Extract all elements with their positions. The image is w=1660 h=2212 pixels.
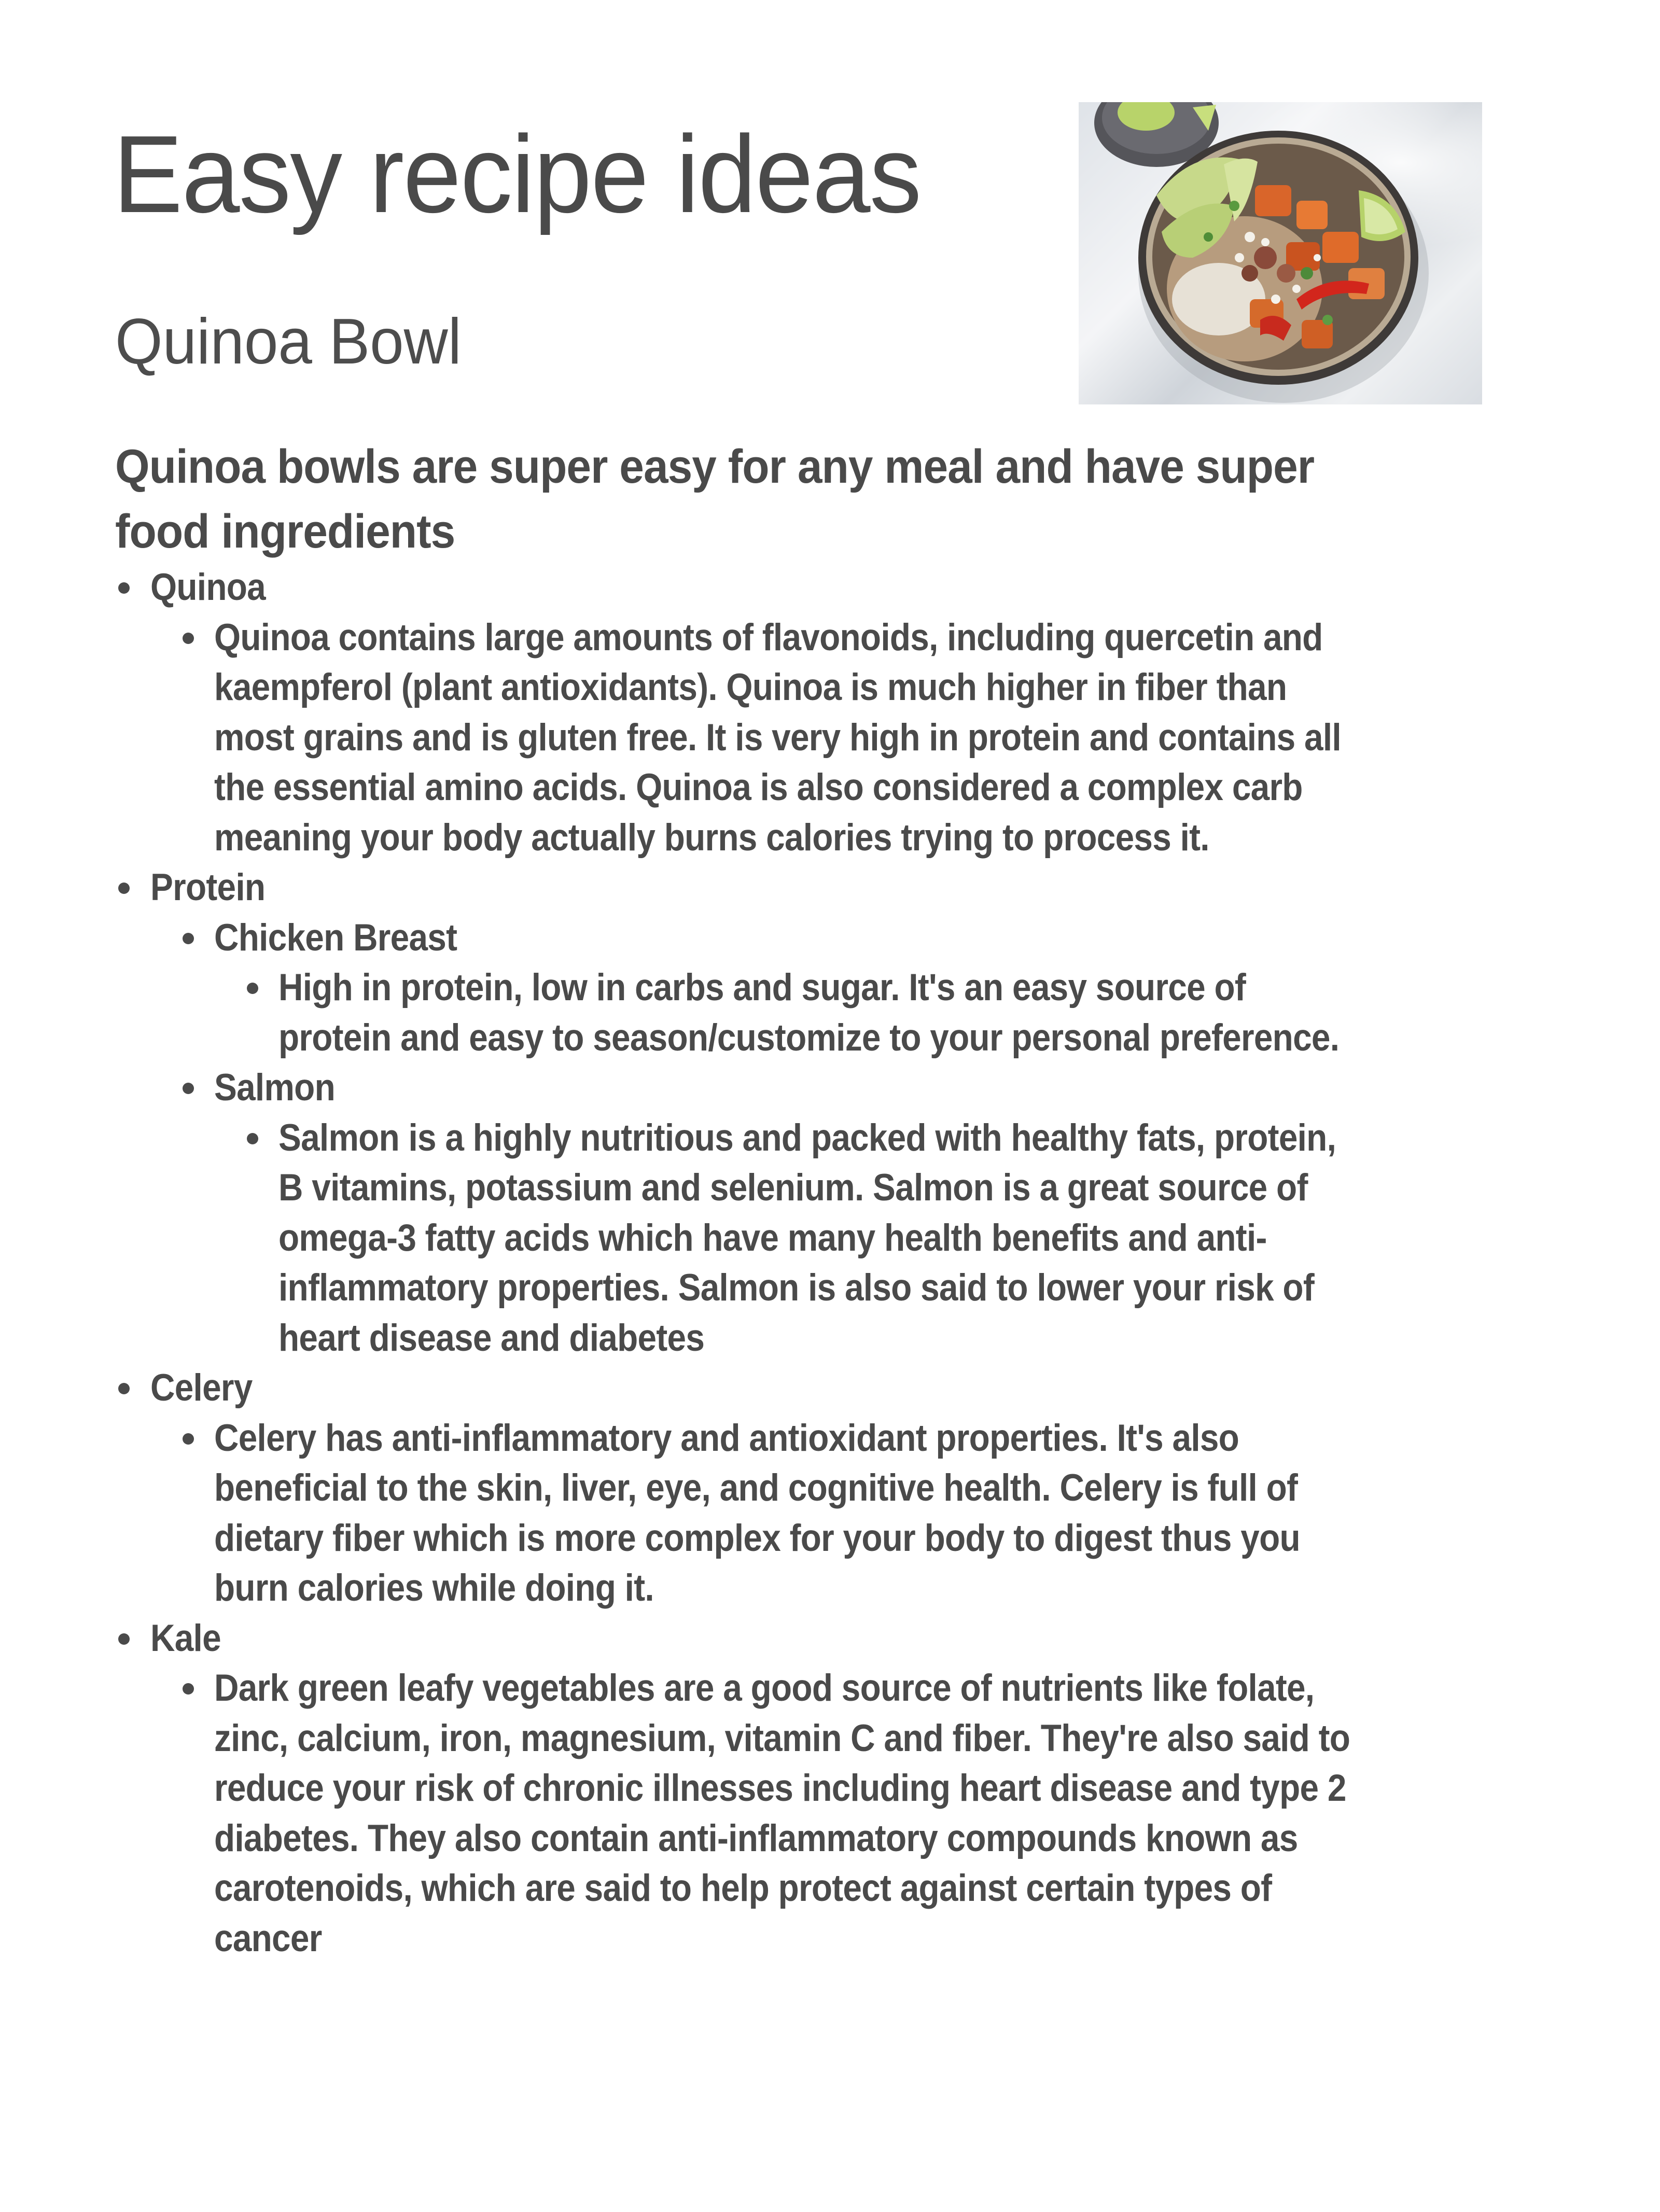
bullet-icon bbox=[183, 1683, 194, 1695]
bullet-icon bbox=[183, 633, 194, 644]
bullet-icon bbox=[247, 1133, 258, 1144]
outline-item-text: High in protein, low in carbs and sugar. It's an easy source of protein and easy to season/customize to your personal preference. bbox=[278, 967, 1340, 1059]
outline-item-ingredient bbox=[0, 563, 1499, 613]
outline-item-text: Kale bbox=[150, 1617, 221, 1659]
recipe-subtitle: Quinoa Bowl bbox=[115, 306, 462, 377]
bullet-icon bbox=[247, 983, 258, 994]
outline-item-detail bbox=[0, 913, 1542, 963]
outline-item-ingredient bbox=[0, 1363, 1499, 1413]
page-title: Easy recipe ideas bbox=[113, 113, 921, 235]
bullet-icon bbox=[183, 1433, 194, 1445]
bullet-icon bbox=[118, 1633, 130, 1645]
outline-item-ingredient bbox=[0, 1614, 1499, 1664]
outline-item-text: Chicken Breast bbox=[214, 916, 457, 959]
bullet-icon bbox=[118, 883, 130, 894]
outline-item-text: Celery bbox=[150, 1367, 253, 1409]
outline-item-text: Quinoa contains large amounts of flavonoids, including quercetin and kaempferol (plant antioxidants). Quinoa is much higher in fiber than most grains and is gluten free. It is very high in protein and contains all the essential amino acids. Quinoa is also considered a complex carb meaning your body actually burns calories trying to process it. bbox=[214, 616, 1341, 859]
outline-item-text: Salmon is a highly nutritious and packed with healthy fats, protein, B vitamins, potassium and selenium. Salmon is a great source of omega-3 fatty acids which have many health benefits and anti- inflammatory properties. Salmon is also said to lower your risk of heart disease and diabetes bbox=[278, 1116, 1336, 1359]
outline-item-text: Dark green leafy vegetables are a good source of nutrients like folate, zinc, calcium, iron, magnesium, vitamin C and fiber. They're also said to reduce your risk of chronic illnesses including heart disease and type 2 diabetes. They also contain anti-inflammatory compounds known as carotenoids, which are said to help protect against certain types of cancer bbox=[214, 1667, 1350, 1959]
ingredient-outline bbox=[0, 563, 1660, 1964]
quinoa-bowl-photo bbox=[1079, 102, 1482, 404]
outline-item-detail bbox=[0, 1663, 1542, 1964]
outline-item-text: Protein bbox=[150, 866, 266, 908]
bullet-icon bbox=[118, 582, 130, 594]
bowl-illustration-icon bbox=[1079, 102, 1482, 404]
outline-item-detail bbox=[0, 1063, 1542, 1113]
outline-item-sub-detail bbox=[0, 1113, 1544, 1364]
bullet-icon bbox=[118, 1383, 130, 1394]
outline-item-sub-detail bbox=[0, 963, 1544, 1063]
outline-item-text: Quinoa bbox=[150, 566, 266, 608]
outline-item-text: Celery has anti-inflammatory and antioxidant properties. It's also beneficial to the skin, liver, eye, and cognitive health. Celery is full of dietary fiber which is more complex for your body to digest thus you burn calories while doing it. bbox=[214, 1417, 1300, 1609]
outline-item-text: Salmon bbox=[214, 1067, 335, 1109]
outline-item-detail bbox=[0, 613, 1542, 863]
outline-item-detail bbox=[0, 1413, 1542, 1614]
lead-heading: Quinoa bowls are super easy for any meal and have super food ingredients bbox=[115, 440, 1315, 558]
bullet-icon bbox=[183, 933, 194, 944]
outline-item-ingredient bbox=[0, 863, 1499, 913]
bullet-icon bbox=[183, 1083, 194, 1094]
